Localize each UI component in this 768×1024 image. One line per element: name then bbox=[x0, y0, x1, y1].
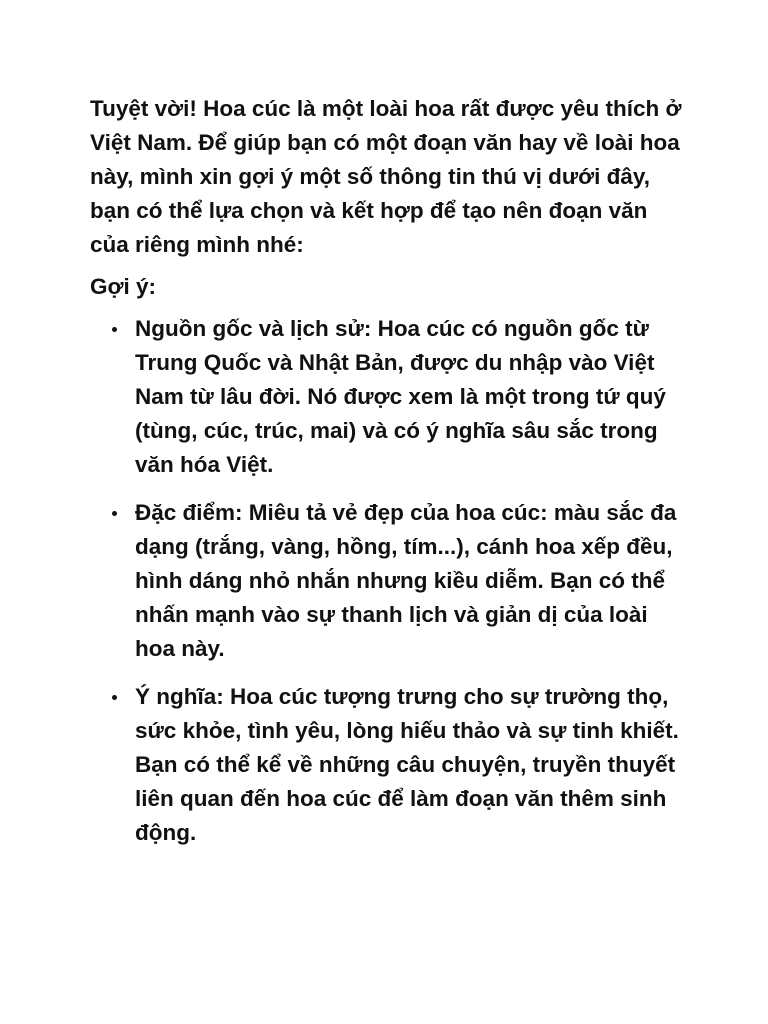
intro-paragraph: Tuyệt vời! Hoa cúc là một loài hoa rất được yêu thích ở Việt Nam. Để giúp bạn có một đoạn văn hay về loài hoa này, mình xin gợi ý một số thông tin thú vị dưới đây, bạn có thể lựa chọn và kết hợp để tạo nên đoạn văn của riêng mình nhé: bbox=[90, 96, 682, 257]
bullet-icon bbox=[112, 327, 117, 332]
suggestion-label: Gợi ý: bbox=[90, 274, 157, 299]
list-item bbox=[90, 312, 690, 482]
list-item-text: Ý nghĩa: Hoa cúc tượng trưng cho sự trường thọ, sức khỏe, tình yêu, lòng hiếu thảo và sự tinh khiết. Bạn có thể kể về những câu chuyện, truyền thuyết liên quan đến hoa cúc để làm đoạn văn thêm sinh động. bbox=[135, 684, 679, 845]
bullet-icon bbox=[112, 511, 117, 516]
list-item bbox=[90, 496, 690, 666]
document-page bbox=[90, 92, 690, 864]
list-item bbox=[90, 680, 690, 850]
list-item-text: Nguồn gốc và lịch sử: Hoa cúc có nguồn gốc từ Trung Quốc và Nhật Bản, được du nhập vào Việt Nam từ lâu đời. Nó được xem là một trong tứ quý (tùng, cúc, trúc, mai) và có ý nghĩa sâu sắc trong văn hóa Việt. bbox=[135, 316, 666, 477]
bullet-icon bbox=[112, 695, 117, 700]
suggestion-list bbox=[90, 312, 690, 850]
list-item-text: Đặc điểm: Miêu tả vẻ đẹp của hoa cúc: màu sắc đa dạng (trắng, vàng, hồng, tím...), cánh hoa xếp đều, hình dáng nhỏ nhắn nhưng kiều diễm. Bạn có thể nhấn mạnh vào sự thanh lịch và giản dị của loài hoa này. bbox=[135, 500, 677, 661]
